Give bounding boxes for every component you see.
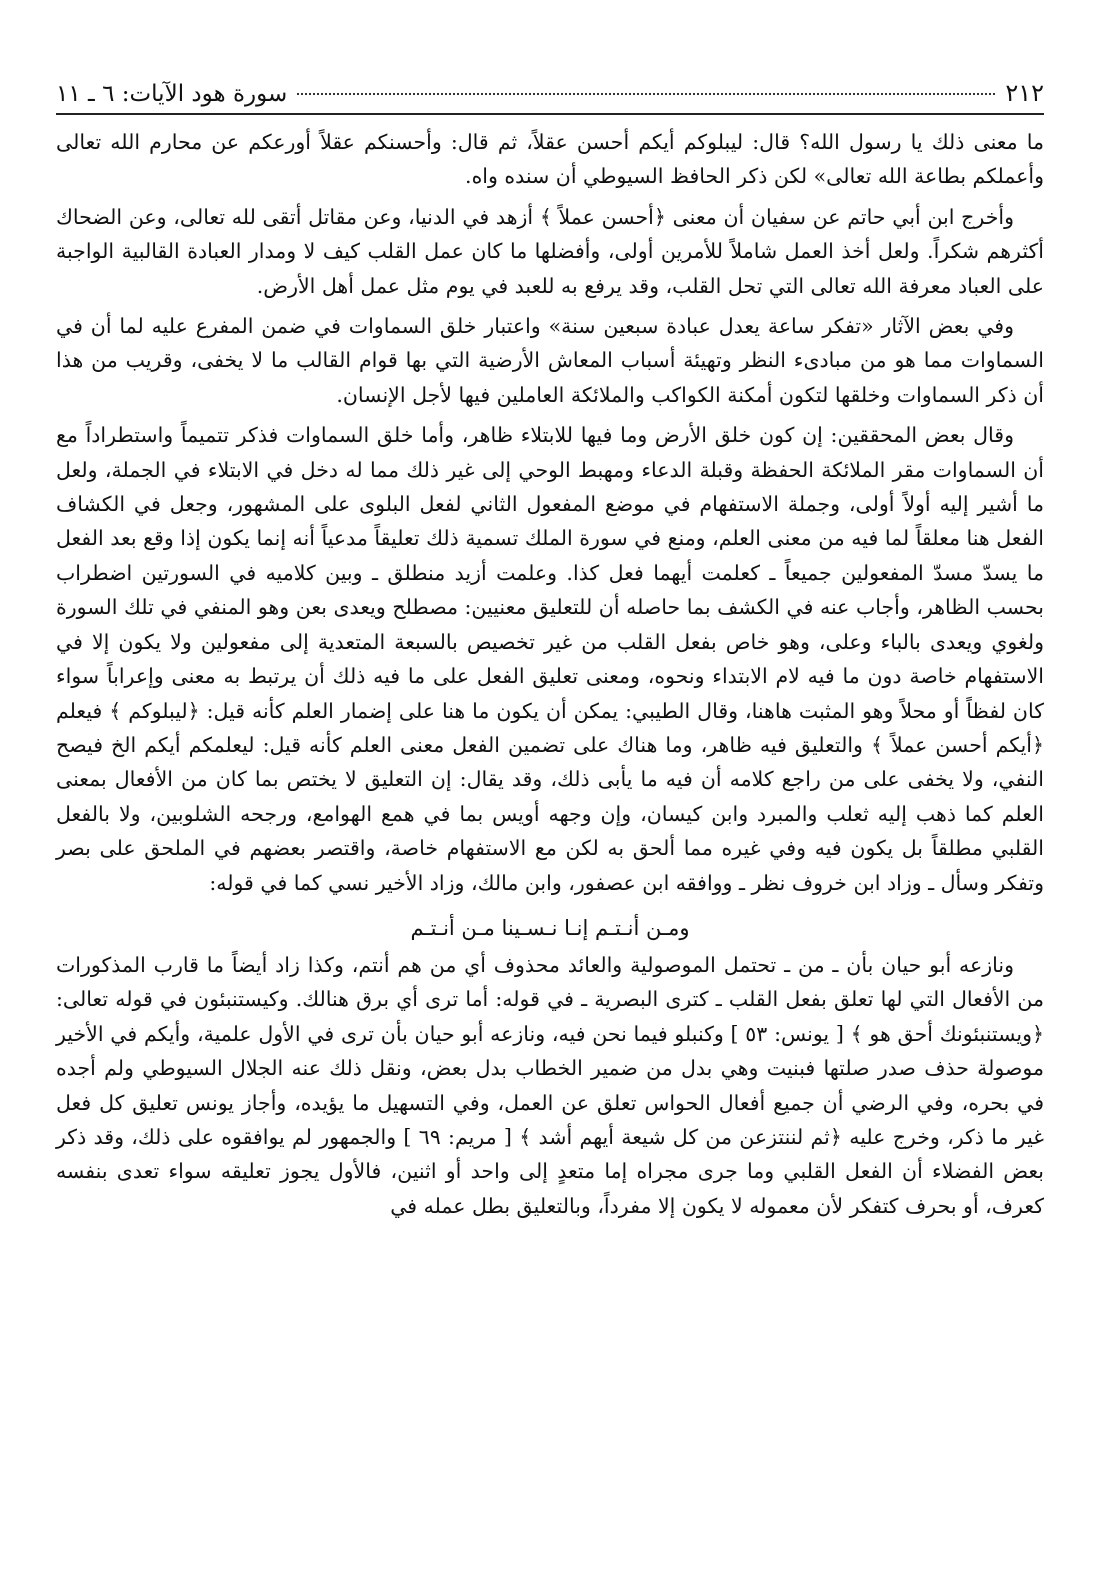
paragraph: وقال بعض المحققين: إن كون خلق الأرض وما فيها للابتلاء ظاهر، وأما خلق السماوات فذكر تتميماً واستطراداً مع أن السماوات مقر الملائكة الحفظة وقبلة الدعاء ومهبط الوحي إلى غير ذلك مما له دخل في الابتلاء في الجملة، ولعل ما أشير إليه أولاً أولى، وجملة الاستفهام في موضع المفعول الثاني لفعل البلوى على المشهور، وجعل في الكشاف الفعل هنا معلقاً لما فيه من معنى العلم، ومنع في سورة الملك تسمية ذلك تعليقاً مدعياً أنه إنما يكون إذا وقع بعد الفعل ما يسدّ مسدّ المفعولين جميعاً ـ كعلمت أيهما فعل كذا. وعلمت أزيد منطلق ـ وبين كلاميه في السورتين اضطراب بحسب الظاهر، وأجاب عنه في الكشف بما حاصله أن للتعليق معنيين: مصطلح ويعدى بعن وهو المنفي في تلك السورة ولغوي ويعدى بالباء وعلى، وهو خاص بفعل القلب من غير تخصيص بالسبعة المتعدية إلى مفعولين ولا يكون إلا في الاستفهام خاصة دون ما فيه لام الابتداء ونحوه، ومعنى تعليق الفعل على ما فيه ذلك أن يرتبط به معنى وإعراباً سواء كان لفظاً أو محلاً وهو المثبت هاهنا، وقال الطيبي: يمكن أن يكون ما هنا على إضمار العلم كأنه قيل: ﴿ليبلوكم ﴾ فيعلم ﴿أيكم أحسن عملاً ﴾ والتعليق فيه ظاهر، وما هناك على تضمين الفعل معنى العلم كأنه قيل: ليعلمكم أيكم الخ فيصح النفي، ولا يخفى على من راجع كلامه أن فيه ما يأبى ذلك، وقد يقال: إن التعليق لا يختص بما كان من الأفعال بمعنى العلم كما ذهب إليه ثعلب والمبرد وابن كيسان، وإن وجهه أويس بما في همع الهوامع، ورجحه الشلوبين، ولا بالفعل القلبي مطلقاً بل يكون فيه وفي غيره مما ألحق به لكن مع الاستفهام خاصة، واقتصر بعضهم في الملحق على بصر وتفكر وسأل ـ وزاد ابن خروف نظر ـ ووافقه ابن عصفور، وابن مالك، وزاد الأخير نسي كما في قوله: [56, 423, 1044, 895]
paragraph: وفي بعض الآثار «تفكر ساعة يعدل عبادة سبعين سنة» واعتبار خلق السماوات في ضمن المفرع عليه لما أن في السماوات مما هو من مبادىء النظر وتهيئة أسباب المعاش الأرضية التي بها قوام القالب ما لا يخفى، وقريب من هذا أن ذكر السماوات وخلقها لتكون أمكنة الكواكب والملائكة العاملين فيها لأجل الإنسان. [56, 314, 1044, 407]
running-header [56, 78, 1044, 115]
dotted-leader [297, 93, 995, 95]
paragraph-continued: ما معنى ذلك يا رسول الله؟ قال: ليبلوكم أيكم أحسن عقلاً، ثم قال: وأحسنكم عقلاً أورعكم عن محارم الله تعالى وأعملكم بطاعة الله تعالى» لكن ذكر الحافظ السيوطي أن سنده واه. [56, 130, 1044, 189]
book-page [56, 78, 1044, 1552]
paragraph: وأخرج ابن أبي حاتم عن سفيان أن معنى ﴿أحسن عملاً ﴾ أزهد في الدنيا، وعن مقاتل أتقى لله تعالى، وعن الضحاك أكثرهم شكراً. ولعل أخذ العمل شاملاً للأمرين أولى، وأفضلها ما كان عمل القلب كيف لا ومدار العبادة القالبية الواجبة على العباد معرفة الله تعالى التي تحل القلب، وقد يرفع به للعبد في يوم مثل عمل أهل الأرض. [56, 204, 1044, 298]
paragraph: ونازعه أبو حيان بأن ـ من ـ تحتمل الموصولية والعائد محذوف أي من هم أنتم، وكذا زاد أيضاً ما قارب المذكورات من الأفعال التي لها تعلق بفعل القلب ـ كترى البصرية ـ في قوله: أما ترى أي برق هنالك. وكيستنبئون في قوله تعالى: ﴿ويستنبئونك أحق هو ﴾ [ يونس: ٥٣ ] وكنبلو فيما نحن فيه، ونازعه أبو حيان بأن ترى في الأول علمية، وأيكم في الأخير موصولة حذف صدر صلتها فبنيت وهي بدل من ضمير الخطاب بدل بعض، ونقل ذلك عنه الجلال السيوطي ولم أجده في بحره، وفي الرضي أن جميع أفعال الحواس تعلق عن العمل، وفي التسهيل ما يؤيده، وأجاز يونس تعليق كل فعل غير ما ذكر، وخرج عليه ﴿ثم لننتزعن من كل شيعة أيهم أشد ﴾ [ مريم: ٦٩ ] والجمهور لم يوافقوه على ذلك، وقد ذكر بعض الفضلاء أن الفعل القلبي وما جرى مجراه إما متعدٍ إلى واحد أو اثنين، فالأول يجوز تعليقه سواء تعدى بنفسه كعرف، أو بحرف كتفكر لأن معموله لا يكون إلا مفرداً، وبالتعليق بطل عمله في [56, 952, 1044, 1218]
running-title: سورة هود الآيات: ٦ ـ ١١ [56, 81, 288, 107]
poetry-verse: ومـن أنـتـم إنـا نـسـينا مـن أنـتـم [410, 915, 690, 940]
page-number: ٢١٢ [1005, 79, 1044, 107]
